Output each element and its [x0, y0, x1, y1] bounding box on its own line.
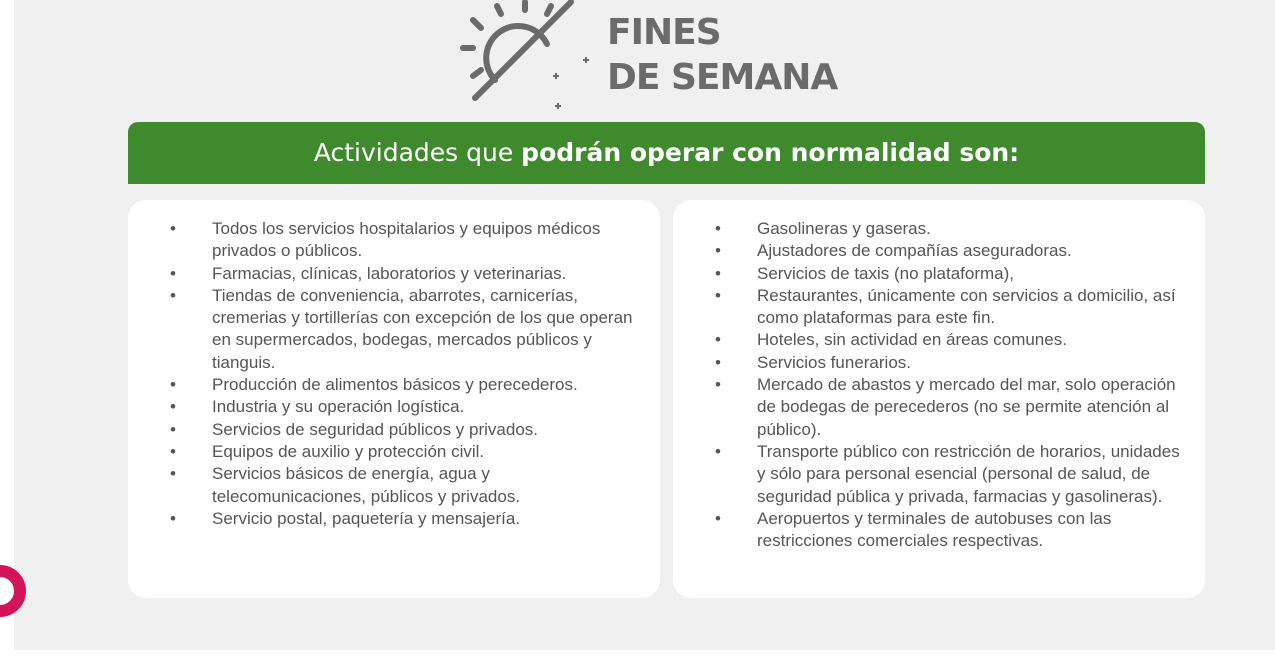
list-item: • Ajustadores de compañías aseguradoras.	[757, 240, 1185, 262]
left-activities-list	[128, 200, 660, 530]
title-line-2: DE SEMANA	[607, 57, 838, 98]
brand-mark-icon	[0, 565, 40, 617]
sun-crossed-icon	[455, 0, 600, 112]
page-title	[607, 10, 837, 100]
list-item: • Todos los servicios hospitalarios y equipos médicos privados o públicos.	[212, 218, 640, 263]
list-item: • Producción de alimentos básicos y perecederos.	[212, 374, 640, 396]
list-item: • Gasolineras y gaseras.	[757, 218, 1185, 240]
list-item: • Servicios de seguridad públicos y privados.	[212, 419, 640, 441]
list-item: • Restaurantes, únicamente con servicios a domicilio, así como plataformas para este fin.	[757, 285, 1185, 330]
banner-text-regular: Actividades que	[313, 138, 522, 167]
list-item: • Servicios básicos de energía, agua y telecomunicaciones, públicos y privados.	[212, 463, 640, 508]
list-item: • Hoteles, sin actividad en áreas comunes.	[757, 329, 1185, 351]
right-activities-card	[673, 200, 1205, 598]
section-banner	[128, 122, 1205, 184]
left-activities-card	[128, 200, 660, 598]
banner-text-bold: podrán operar con normalidad son:	[521, 138, 1020, 167]
list-item: • Transporte público con restricción de horarios, unidades y sólo para personal esencial (personal de salud, de seguridad pública y privada, farmacias y gasolineras).	[757, 441, 1185, 508]
right-activities-list	[673, 200, 1205, 552]
list-item: • Mercado de abastos y mercado del mar, solo operación de bodegas de perecederos (no se permite atención al público).	[757, 374, 1185, 441]
list-item: • Servicios funerarios.	[757, 352, 1185, 374]
list-item: • Servicio postal, paquetería y mensajería.	[212, 508, 640, 530]
list-item: • Farmacias, clínicas, laboratorios y veterinarias.	[212, 263, 640, 285]
list-item: • Servicios de taxis (no plataforma),	[757, 263, 1185, 285]
list-item: • Industria y su operación logística.	[212, 396, 640, 418]
list-item: • Equipos de auxilio y protección civil.	[212, 441, 640, 463]
list-item: • Aeropuertos y terminales de autobuses con las restricciones comerciales respectivas.	[757, 508, 1185, 553]
title-line-1: FINES	[607, 12, 721, 53]
list-item: • Tiendas de conveniencia, abarrotes, carnicerías, cremerias y tortillerías con excepción de los que operan en supermercados, bodegas, mercados públicos y tianguis.	[212, 285, 640, 374]
